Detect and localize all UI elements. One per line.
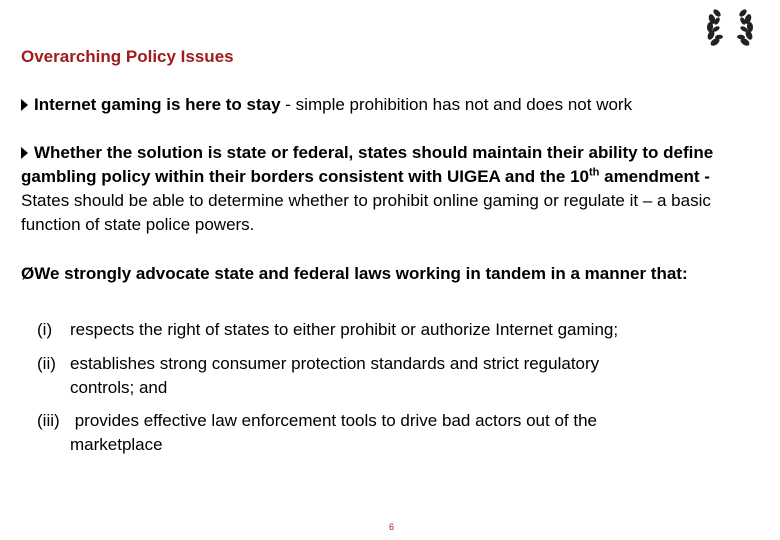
list-item-text: respects the right of states to either prohibit or authorize Internet gaming; <box>70 320 619 339</box>
bullet-state-federal <box>21 141 761 237</box>
slide-title: Overarching Policy Issues <box>21 47 234 66</box>
list-item <box>37 409 737 457</box>
bullet-bold-text: Internet gaming is here to stay <box>34 95 281 114</box>
list-item-number: (ii) <box>37 354 56 373</box>
bullet-internet-gaming <box>21 93 761 117</box>
list-item-number: (i) <box>37 320 53 339</box>
bullet-triangle-icon <box>21 99 28 111</box>
laurel-wreath-icon <box>703 6 757 50</box>
list-item-continuation: controls; and <box>70 378 168 397</box>
superscript-th: th <box>589 166 600 179</box>
bullet-text: States should be able to determine whether to prohibit online gaming or regulate it – a basic function of state police powers. <box>21 191 711 234</box>
list-item-text: provides effective law enforcement tools to drive bad actors out of the <box>70 411 597 430</box>
bullet-bold-text: Whether the solution is state or federal, states should maintain their ability to define gambling policy within their borders consistent with UIGEA and the 10 <box>21 143 714 186</box>
advocate-statement <box>21 262 761 286</box>
list-item-number: (iii) <box>37 411 60 430</box>
bullet-text: - simple prohibition has not and does not work <box>280 95 633 114</box>
advocate-text: We strongly advocate state and federal laws working in tandem in a manner that: <box>34 264 688 283</box>
page-number: 6 <box>389 522 395 532</box>
arrow-bullet-icon: Ø <box>21 264 35 283</box>
list-item-text: establishes strong consumer protection standards and strict regulatory <box>70 354 600 373</box>
list-item <box>37 318 737 342</box>
list-item-continuation: marketplace <box>70 435 163 454</box>
list-item <box>37 352 737 400</box>
bullet-bold-text-2: amendment - <box>599 167 710 186</box>
bullet-triangle-icon <box>21 147 28 159</box>
